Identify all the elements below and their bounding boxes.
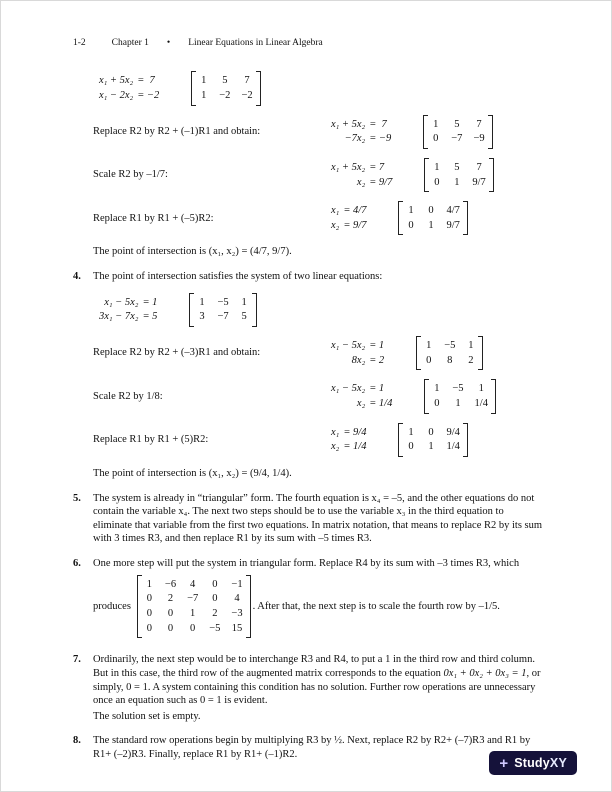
chapter-title: Linear Equations in Linear Algebra xyxy=(188,38,323,48)
item-6-matrix-row xyxy=(93,575,543,639)
plus-icon: + xyxy=(499,754,509,772)
equation-system xyxy=(331,204,366,232)
equation-lhs: x₂ xyxy=(331,219,340,231)
matrix-cell: −7 xyxy=(187,593,199,605)
row-operation-step xyxy=(93,336,543,370)
item-7-number: 7. xyxy=(73,654,81,666)
item-6-post-text: . After that, the next step is to scale the fourth row by –1/5. xyxy=(252,600,500,612)
item-4 xyxy=(73,270,543,480)
matrix-cell: 0 xyxy=(434,176,440,188)
row-operation-step xyxy=(93,201,543,235)
header-bullet-icon: • xyxy=(166,38,171,48)
row-operation-step xyxy=(99,293,543,327)
row-operation-step xyxy=(99,71,543,105)
item-6-matrix-slot xyxy=(137,575,251,639)
equation-rhs: = 1/4 xyxy=(369,397,393,409)
equation-lhs: x₂ xyxy=(356,397,366,409)
row-operation-label: Scale R2 by 1/8: xyxy=(93,390,163,402)
matrix-cell: 9/4 xyxy=(446,426,460,438)
matrix-cell: −2 xyxy=(219,89,231,101)
matrix-cell: 1 xyxy=(426,340,432,352)
equation-rhs: = 4/7 xyxy=(343,205,367,217)
matrix-cell: 0 xyxy=(146,608,153,619)
matrix-cell: 1 xyxy=(408,426,414,438)
row-operation-label: Replace R1 by R1 + (–5)R2: xyxy=(93,212,214,224)
matrix-cell: 7 xyxy=(244,75,250,87)
problem-3-continuation xyxy=(93,71,543,259)
equation-rhs: = 7 xyxy=(137,75,155,87)
equation-rhs: = −2 xyxy=(137,89,160,101)
matrix-cell: 0 xyxy=(428,205,434,217)
problem-3-conclusion: The point of intersection is (x₁, x₂) = (4/7, 9/7). xyxy=(93,246,292,258)
matrix-cell: 1 xyxy=(434,161,440,173)
matrix-cell: 2 xyxy=(468,354,474,366)
augmented-matrix xyxy=(191,71,260,105)
equation-rhs: = 9/4 xyxy=(343,426,367,438)
equation-rhs: = 1/4 xyxy=(343,441,367,453)
equation-lhs: x₁ − 5x₂ xyxy=(331,383,366,395)
row-operation-label: Replace R1 by R1 + (5)R2: xyxy=(93,433,209,445)
row-operation-label: Scale R2 by –1/7: xyxy=(93,169,168,181)
item-5-body xyxy=(93,492,543,547)
matrix-cell: −9 xyxy=(473,133,485,145)
item-7-solution-statement: The solution set is empty. xyxy=(93,710,201,722)
matrix-cell: −2 xyxy=(241,89,253,101)
matrix-cell: 1 xyxy=(146,578,153,590)
page-content xyxy=(1,1,611,762)
matrix-cell: 8 xyxy=(447,354,453,366)
equation-system xyxy=(331,339,384,367)
matrix-cell: 1 xyxy=(190,608,196,619)
matrix-cell: −5 xyxy=(209,622,221,634)
matrix-cell: 4 xyxy=(234,593,240,605)
logo-xy-text: XY xyxy=(549,755,567,770)
matrix-cell: −3 xyxy=(231,608,243,619)
item-4-intro: The point of intersection satisfies the system of two linear equations: xyxy=(93,271,383,283)
matrix-cell: 0 xyxy=(433,133,439,145)
augmented-matrix xyxy=(189,293,256,327)
matrix-cell: 1 xyxy=(428,219,434,231)
matrix-cell: 0 xyxy=(190,622,196,634)
equation-rhs: = 7 xyxy=(369,161,385,173)
matrix-cell: 0 xyxy=(212,593,218,605)
matrix-cell: 1/4 xyxy=(446,441,460,453)
matrix-cell: 0 xyxy=(428,426,434,438)
matrix-cell: 1 xyxy=(433,118,439,130)
equation-rhs: = 9/7 xyxy=(343,219,367,231)
augmented-matrix xyxy=(398,201,467,235)
matrix-cell: 2 xyxy=(212,608,218,619)
augmented-matrix xyxy=(137,575,251,639)
step-math xyxy=(99,293,257,327)
item-8-text: The standard row operations begin by multiplying R3 by ½. Next, replace R2 by R2+ (–7)R3 and R1 by R1+ (–2)R3. Finally, replace R1 by R1+ (–1)R2. xyxy=(93,735,531,761)
equation-system xyxy=(99,74,159,102)
step-math xyxy=(331,379,496,413)
equation-lhs: x₂ xyxy=(356,176,366,188)
equation-lhs: −7x₂ xyxy=(344,133,366,145)
item-8-number: 8. xyxy=(73,735,81,747)
matrix-cell: 1 xyxy=(428,441,434,453)
augmented-matrix xyxy=(423,115,492,149)
equation-system xyxy=(99,296,157,324)
matrix-cell: 1 xyxy=(241,296,247,308)
augmented-matrix xyxy=(424,158,493,192)
item-7-equation: 0x₁ + 0x₂ + 0x₃ = 1 xyxy=(443,667,527,679)
item-4-number: 4. xyxy=(73,271,81,283)
row-operation-step xyxy=(93,379,543,413)
matrix-cell: 0 xyxy=(408,219,414,231)
augmented-matrix xyxy=(424,379,496,413)
equation-lhs: x₁ + 5x₂ xyxy=(99,75,134,87)
matrix-cell: −5 xyxy=(217,296,229,308)
matrix-cell: 3 xyxy=(199,311,205,323)
step-math xyxy=(99,71,261,105)
row-operation-step xyxy=(93,158,543,192)
equation-lhs: x₂ xyxy=(331,441,340,453)
matrix-cell: −5 xyxy=(444,340,456,352)
item-4-conclusion: The point of intersection is (x₁, x₂) = (9/4, 1/4). xyxy=(93,467,292,479)
item-5-text: The system is already in “triangular” form. The fourth equation is x₄ = –5, and the other equations do not contain the variable x₄. The next two steps should be to use the variable x₃ in the third equation to eliminate that variable from the first two equations. In matrix notation, that means to replace R2 by its sum with 3 times R3, and then replace R1 by its sum with –5 times R3. xyxy=(93,492,543,545)
step-math xyxy=(331,201,468,235)
chapter-label: Chapter 1 xyxy=(111,38,149,48)
item-7 xyxy=(73,653,543,723)
equation-lhs: x₁ − 5x₂ xyxy=(331,340,366,352)
matrix-cell: 5 xyxy=(454,118,460,130)
step-math xyxy=(331,423,468,457)
logo-study-text: Study xyxy=(514,755,550,770)
item-6-pre-text: produces xyxy=(93,600,131,612)
item-8-body xyxy=(93,734,543,761)
matrix-cell: 0 xyxy=(167,622,174,634)
problem-3-steps xyxy=(93,71,543,235)
item-5-number: 5. xyxy=(73,492,81,504)
matrix-cell: 1 xyxy=(201,89,207,101)
equation-lhs: x₁ − 2x₂ xyxy=(99,89,134,101)
equation-lhs: 8x₂ xyxy=(351,354,366,366)
equation-system xyxy=(331,161,392,189)
row-operation-step xyxy=(93,423,543,457)
item-6 xyxy=(73,557,543,642)
matrix-cell: −1 xyxy=(231,578,243,590)
equation-rhs: = −9 xyxy=(369,133,392,145)
matrix-cell: 9/7 xyxy=(472,176,486,188)
matrix-cell: −5 xyxy=(452,383,464,395)
matrix-cell: −7 xyxy=(451,133,463,145)
item-6-body xyxy=(93,557,543,642)
matrix-cell: 1 xyxy=(201,75,207,87)
item-7-text-2: , or simply, 0 = 1. A system containing this condition has no solution. Further row operations are unnecessary once an equation such as 0 = 1 is evident. xyxy=(93,667,541,707)
matrix-cell: 1 xyxy=(408,205,414,217)
matrix-cell: 5 xyxy=(222,75,228,87)
item-4-body xyxy=(93,270,543,480)
matrix-cell: 7 xyxy=(476,118,482,130)
equation-lhs: x₁ + 5x₂ xyxy=(331,118,366,130)
equation-lhs: x₁ − 5x₂ xyxy=(104,296,139,308)
matrix-cell: 4 xyxy=(190,578,196,590)
equation-rhs: = 1 xyxy=(369,340,385,352)
matrix-cell: 0 xyxy=(408,441,414,453)
equation-rhs: = 5 xyxy=(142,311,158,323)
augmented-matrix xyxy=(398,423,467,457)
equation-system xyxy=(331,426,366,454)
matrix-cell: 15 xyxy=(231,622,243,634)
step-math xyxy=(331,336,483,370)
matrix-cell: 5 xyxy=(454,161,460,173)
row-operation-step xyxy=(93,115,543,149)
item-7-body xyxy=(93,653,543,723)
matrix-cell: 1 xyxy=(199,296,205,308)
matrix-cell: 0 xyxy=(146,622,153,634)
matrix-cell: 1 xyxy=(478,383,484,395)
step-math xyxy=(331,158,494,192)
item-7-text-1: Ordinarily, the next step would be to interchange R3 and R4, to put a 1 in the third row and third column. But in this case, the third row of the augmented matrix corresponds to the equation xyxy=(93,654,535,679)
matrix-cell: 1/4 xyxy=(474,397,488,409)
equation-system xyxy=(331,118,391,146)
equation-rhs: = 1 xyxy=(369,383,385,395)
matrix-cell: 7 xyxy=(476,161,482,173)
step-math xyxy=(331,115,493,149)
matrix-cell: 1 xyxy=(468,340,474,352)
page-number: 1-2 xyxy=(73,38,86,48)
equation-rhs: = 1 xyxy=(142,296,158,308)
item-4-steps xyxy=(93,293,543,457)
matrix-cell: 1 xyxy=(455,397,461,409)
logo-wordmark xyxy=(514,755,567,771)
matrix-cell: 9/7 xyxy=(446,219,460,231)
matrix-cell: 0 xyxy=(426,354,432,366)
row-operation-label: Replace R2 by R2 + (–3)R1 and obtain: xyxy=(93,347,261,359)
equation-rhs: = 7 xyxy=(369,118,387,130)
matrix-cell: 0 xyxy=(146,593,153,605)
equation-system xyxy=(331,382,392,410)
matrix-cell: 2 xyxy=(167,593,174,605)
matrix-cell: 0 xyxy=(212,578,218,590)
equation-lhs: x₁ xyxy=(331,205,340,217)
equation-lhs: x₁ + 5x₂ xyxy=(331,161,366,173)
item-6-number: 6. xyxy=(73,558,81,570)
equation-rhs: = 9/7 xyxy=(369,176,393,188)
matrix-cell: 1 xyxy=(454,176,460,188)
matrix-cell: 4/7 xyxy=(446,205,460,217)
matrix-cell: −7 xyxy=(217,311,229,323)
matrix-cell: 5 xyxy=(241,311,247,323)
row-operation-label: Replace R2 by R2 + (–1)R1 and obtain: xyxy=(93,125,261,137)
equation-rhs: = 2 xyxy=(369,354,385,366)
matrix-cell: 1 xyxy=(434,383,440,395)
matrix-cell: 0 xyxy=(167,608,174,619)
matrix-cell: 0 xyxy=(434,397,440,409)
item-5 xyxy=(73,492,543,547)
augmented-matrix xyxy=(416,336,483,370)
equation-lhs: x₁ xyxy=(331,426,340,438)
equation-lhs: 3x₁ − 7x₂ xyxy=(99,311,139,323)
page-header xyxy=(73,37,543,49)
matrix-cell: −6 xyxy=(164,578,177,590)
item-6-line1: One more step will put the system in triangular form. Replace R4 by its sum with –3 times R3, which xyxy=(93,558,520,570)
item-8 xyxy=(73,734,543,761)
studyxy-logo[interactable] xyxy=(489,751,577,775)
